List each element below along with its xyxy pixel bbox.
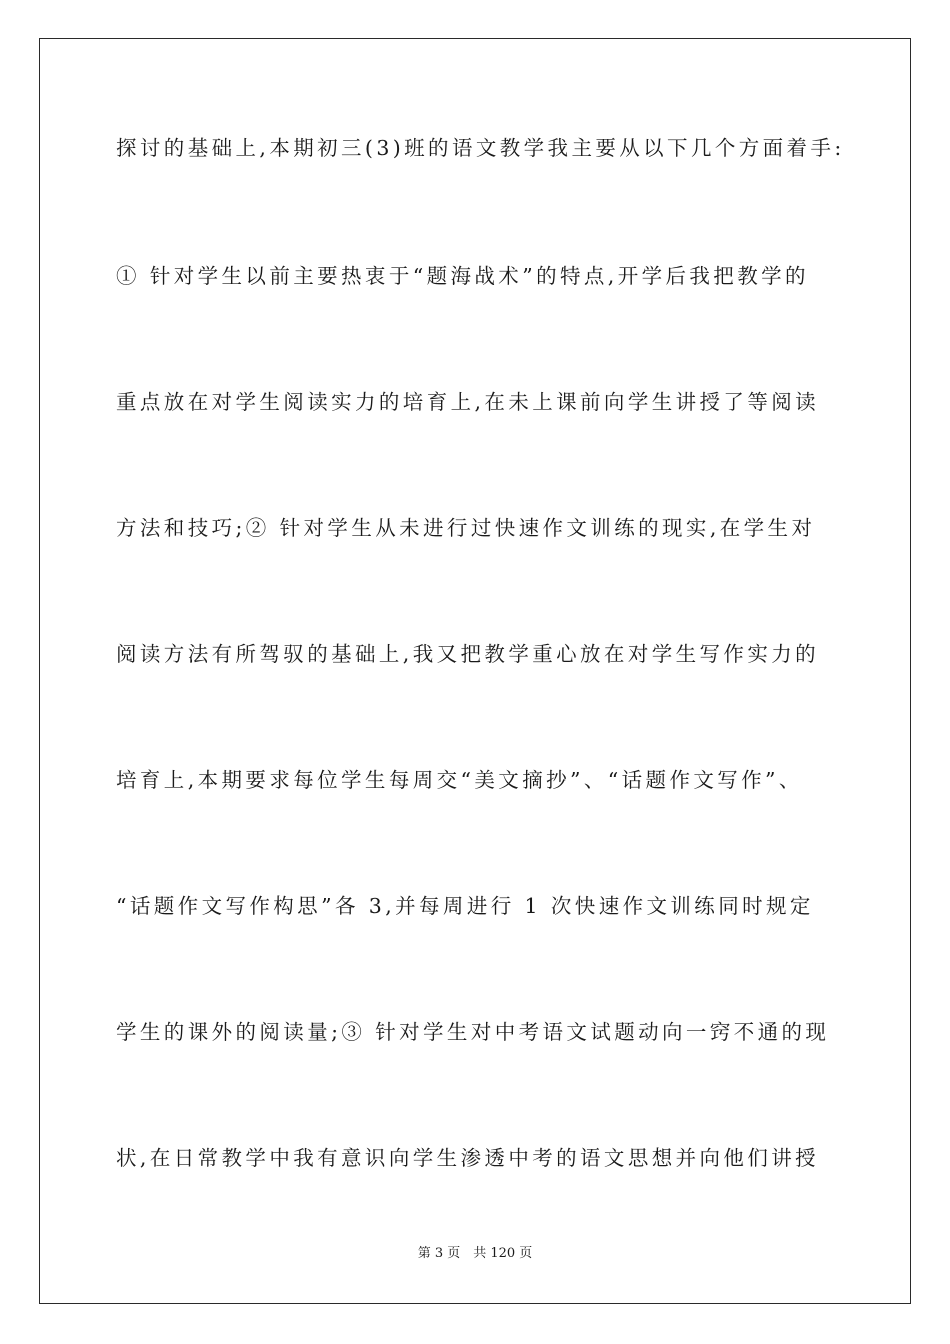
text-line-5: 阅读方法有所驾驭的基础上,我又把教学重心放在对学生写作实力的 (116, 642, 820, 666)
text-line-4: 方法和技巧;② 针对学生从未进行过快速作文训练的现实,在学生对 (116, 516, 816, 540)
page-number-footer: 第 3 页 共 120 页 (417, 1246, 533, 1261)
text-line-7: “话题作文写作构思”各 3,并每周进行 1 次快速作文训练同时规定 (116, 894, 814, 918)
text-line-2: ① 针对学生以前主要热衷于“题海战术”的特点,开学后我把教学的 (116, 264, 809, 288)
text-line-8: 学生的课外的阅读量;③ 针对学生对中考语文试题动向一窍不通的现 (116, 1020, 830, 1044)
text-line-6: 培育上,本期要求每位学生每周交“美文摘抄”、“话题作文写作”、 (116, 768, 803, 792)
text-line-1: 探讨的基础上,本期初三(3)班的语文教学我主要从以下几个方面着手: (116, 136, 845, 160)
text-line-9: 状,在日常教学中我有意识向学生渗透中考的语文思想并向他们讲授 (116, 1146, 820, 1170)
page-border (39, 38, 911, 1304)
text-line-3: 重点放在对学生阅读实力的培育上,在未上课前向学生讲授了等阅读 (116, 390, 820, 414)
